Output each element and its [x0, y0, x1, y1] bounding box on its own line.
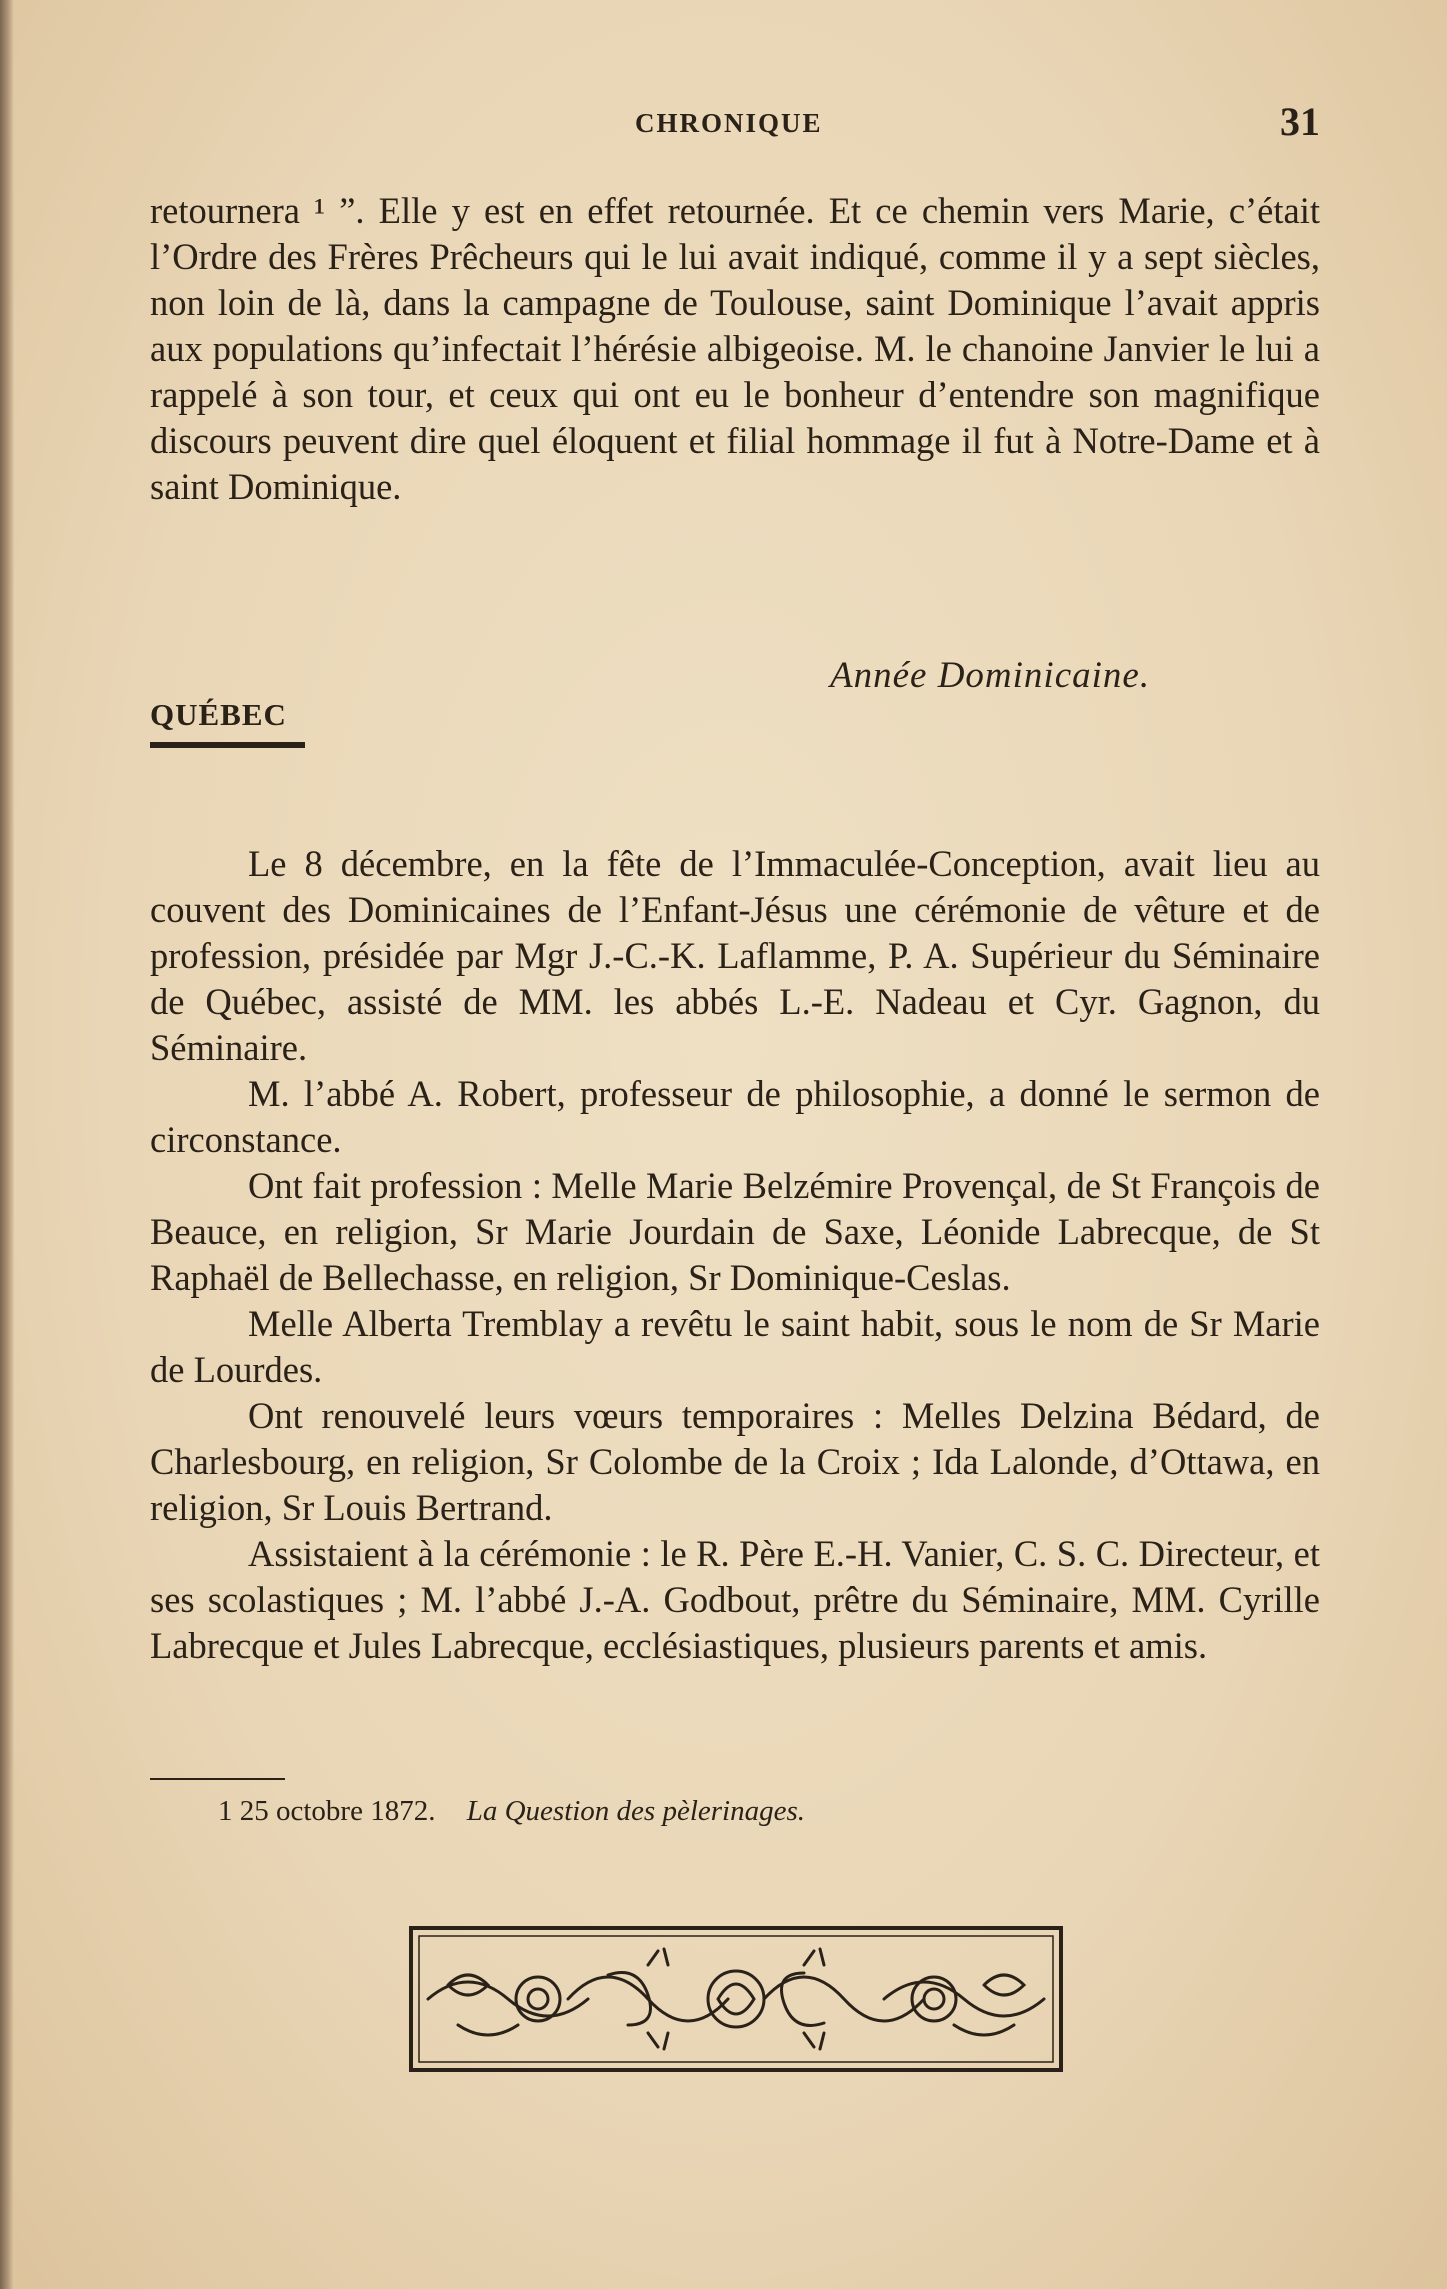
footnote-source: La Question des pèlerinages.	[466, 1795, 806, 1827]
paragraph: Melle Alberta Tremblay a revêtu le saint habit, sous le nom de Sr Marie de Lourdes.	[150, 1303, 1320, 1390]
paragraph: Assistaient à la cérémonie : le R. Père E.-H. Vanier, C. S. C. Directeur, et ses scolastiques ; M. l’abbé J.-A. Godbout, prêtre du Séminaire, MM. Cyrille Labrecque et Jules Labrecque, ecclésiastiques, plusieurs parents et amis.	[150, 1533, 1320, 1666]
continued-paragraph	[150, 188, 1320, 510]
paragraph: Ont fait profession : Melle Marie Belzémire Provençal, de St François de Beauce, en religion, Sr Marie Jourdain de Saxe, Léonide Labrecque, de St Raphaël de Bellechasse, en religion, Sr Dominique-Ceslas.	[150, 1165, 1320, 1298]
footnote-rule	[150, 1778, 285, 1780]
section-heading: QUÉBEC	[150, 697, 287, 732]
footnote-marker: 1	[218, 1795, 233, 1827]
heading-underline	[150, 742, 305, 748]
source-attribution: Année Dominicaine.	[830, 655, 1151, 696]
footnote	[218, 1795, 805, 1828]
footnote-date: 25 octobre 1872.	[239, 1795, 436, 1827]
paragraph: M. l’abbé A. Robert, professeur de philosophie, a donné le sermon de circonstance.	[150, 1073, 1320, 1160]
quebec-section-body	[150, 841, 1320, 1669]
paragraph: Ont renouvelé leurs vœurs temporaires : Melles Delzina Bédard, de Charlesbourg, en religion, Sr Colombe de la Croix ; Ida Lalonde, d’Ottawa, en religion, Sr Louis Bertrand.	[150, 1395, 1320, 1528]
paragraph: Le 8 décembre, en la fête de l’Immaculée-Conception, avait lieu au couvent des Dominicaines de l’Enfant-Jésus une cérémonie de vêture et de profession, présidée par Mgr J.-C.-K. Laflamme, P. A. Supérieur du Séminaire de Québec, assisté de MM. les abbés L.-E. Nadeau et Cyr. Gagnon, du Séminaire.	[150, 843, 1320, 1068]
decorative-tailpiece-icon	[408, 1925, 1064, 2073]
paragraph-text: retournera ¹ ”. Elle y est en effet retournée. Et ce chemin vers Marie, c’était l’Ordre des Frères Prêcheurs qui le lui avait indiqué, comme il y a sept siècles, non loin de là, dans la campagne de Toulouse, saint Dominique l’avait appris aux populations qu’infectait l’hérésie albigeoise. M. le chanoine Janvier le lui a rappelé à son tour, et ceux qui ont eu le bonheur d’entendre son magnifique discours peuvent dire quel éloquent et filial hommage il fut à Notre-Dame et à saint Dominique.	[150, 190, 1320, 507]
page-binding-edge	[0, 0, 14, 2289]
page-number: 31	[1280, 99, 1320, 144]
running-title: CHRONIQUE	[635, 108, 823, 138]
running-head	[150, 99, 1320, 144]
